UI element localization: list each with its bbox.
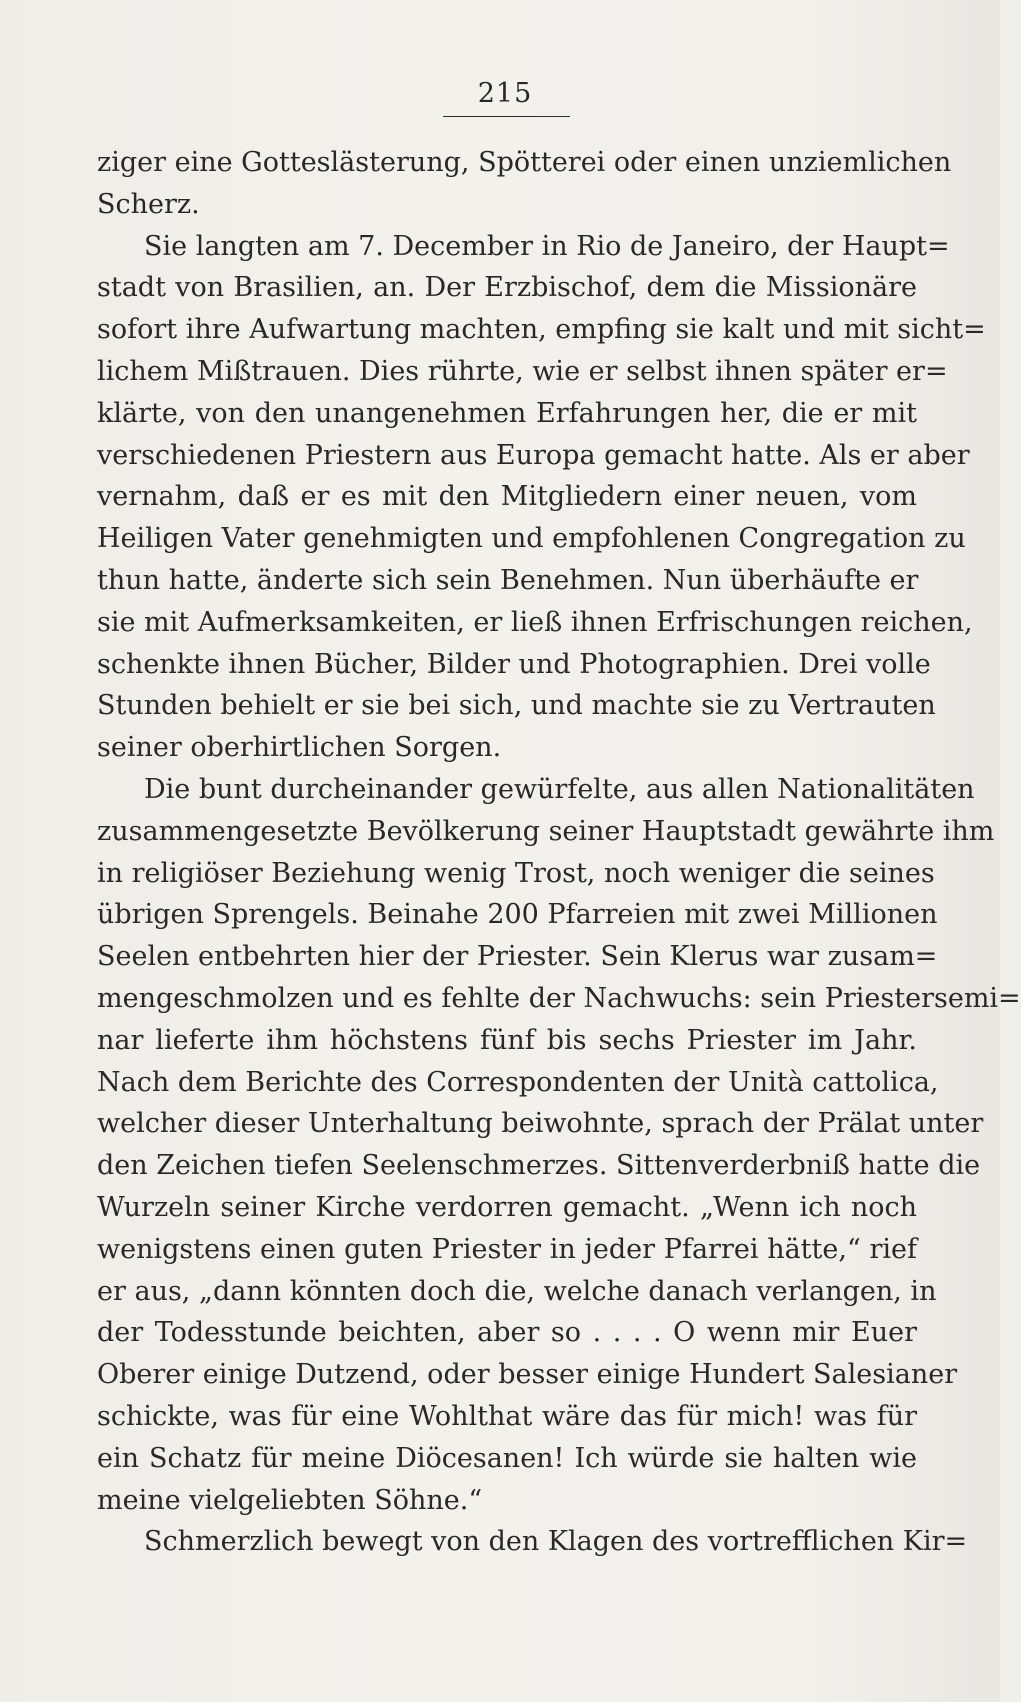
text-line: schenkte ihnen Bücher, Bilder und Photographien. Drei volle bbox=[97, 648, 931, 680]
text-line: Nach dem Berichte des Correspondenten der Unità cattolica, bbox=[97, 1066, 939, 1098]
text-line: in religiöser Beziehung wenig Trost, noch weniger die seines bbox=[97, 857, 935, 889]
text-line: klärte, von den unangenehmen Erfahrungen her, die er mit bbox=[97, 397, 917, 429]
header-rule bbox=[443, 116, 570, 117]
text-line: seiner oberhirtlichen Sorgen. bbox=[97, 732, 502, 764]
text-line: er aus, „dann könnten doch die, welche danach verlangen, in bbox=[97, 1275, 937, 1307]
text-line: Scherz. bbox=[97, 188, 200, 220]
text-line: Heiligen Vater genehmigten und empfohlenen Congregation zu bbox=[97, 523, 966, 555]
text-line: nar lieferte ihm höchstens fünf bis sechs Priester im Jahr. bbox=[97, 1024, 917, 1056]
body-text bbox=[97, 142, 1021, 1563]
text-line: ziger eine Gotteslästerung, Spötterei oder einen unziemlichen bbox=[97, 147, 952, 178]
text-line: ein Schatz für meine Diöcesanen! Ich würde sie halten wie bbox=[97, 1442, 917, 1474]
text-line: thun hatte, änderte sich sein Benehmen. Nun überhäufte er bbox=[97, 564, 919, 596]
text-line: der Todesstunde beichten, aber so . . . . O wenn mir Euer bbox=[97, 1317, 917, 1349]
text-line: Oberer einige Dutzend, oder besser einige Hundert Salesianer bbox=[97, 1359, 958, 1391]
text-line: sie mit Aufmerksamkeiten, er ließ ihnen Erfrischungen reichen, bbox=[97, 606, 973, 638]
text-line: sofort ihre Aufwartung machten, empfing sie kalt und mit sicht= bbox=[97, 314, 986, 346]
text-line: meine vielgeliebten Söhne.“ bbox=[97, 1484, 483, 1516]
text-line: zusammengesetzte Bevölkerung seiner Hauptstadt gewährte ihm bbox=[97, 815, 995, 847]
text-line: übrigen Sprengels. Beinahe 200 Pfarreien mit zwei Millionen bbox=[97, 899, 938, 931]
text-line: Wurzeln seiner Kirche verdorren gemacht. „Wenn ich noch bbox=[97, 1191, 917, 1223]
text-line: Seelen entbehrten hier der Priester. Sein Klerus war zusam= bbox=[97, 941, 938, 973]
text-line: stadt von Brasilien, an. Der Erzbischof, dem die Missionäre bbox=[97, 272, 917, 304]
text-line: welcher dieser Unterhaltung beiwohnte, sprach der Prälat unter bbox=[97, 1108, 984, 1140]
text-line: Schmerzlich bewegt von den Klagen des vortrefflichen Kir= bbox=[144, 1526, 968, 1558]
text-line: lichem Mißtrauen. Dies rührte, wie er selbst ihnen später er= bbox=[97, 355, 948, 387]
text-line: Die bunt durcheinander gewürfelte, aus allen Nationalitäten bbox=[144, 773, 975, 805]
text-line: wenigstens einen guten Priester in jeder Pfarrei hätte,“ rief bbox=[97, 1233, 917, 1265]
text-line: vernahm, daß er es mit den Mitgliedern einer neuen, vom bbox=[97, 481, 917, 513]
text-line: schickte, was für eine Wohlthat wäre das für mich! was für bbox=[97, 1400, 917, 1432]
text-line: verschiedenen Priestern aus Europa gemacht hatte. Als er aber bbox=[97, 439, 970, 471]
text-line: Sie langten am 7. December in Rio de Janeiro, der Haupt= bbox=[144, 230, 950, 262]
page-number: 215 bbox=[477, 78, 533, 109]
text-line: den Zeichen tiefen Seelenschmerzes. Sittenverderbniß hatte die bbox=[97, 1150, 981, 1182]
text-line: mengeschmolzen und es fehlte der Nachwuchs: sein Priestersemi= bbox=[97, 982, 1021, 1014]
text-line: Stunden behielt er sie bei sich, und machte sie zu Vertrauten bbox=[97, 690, 936, 722]
